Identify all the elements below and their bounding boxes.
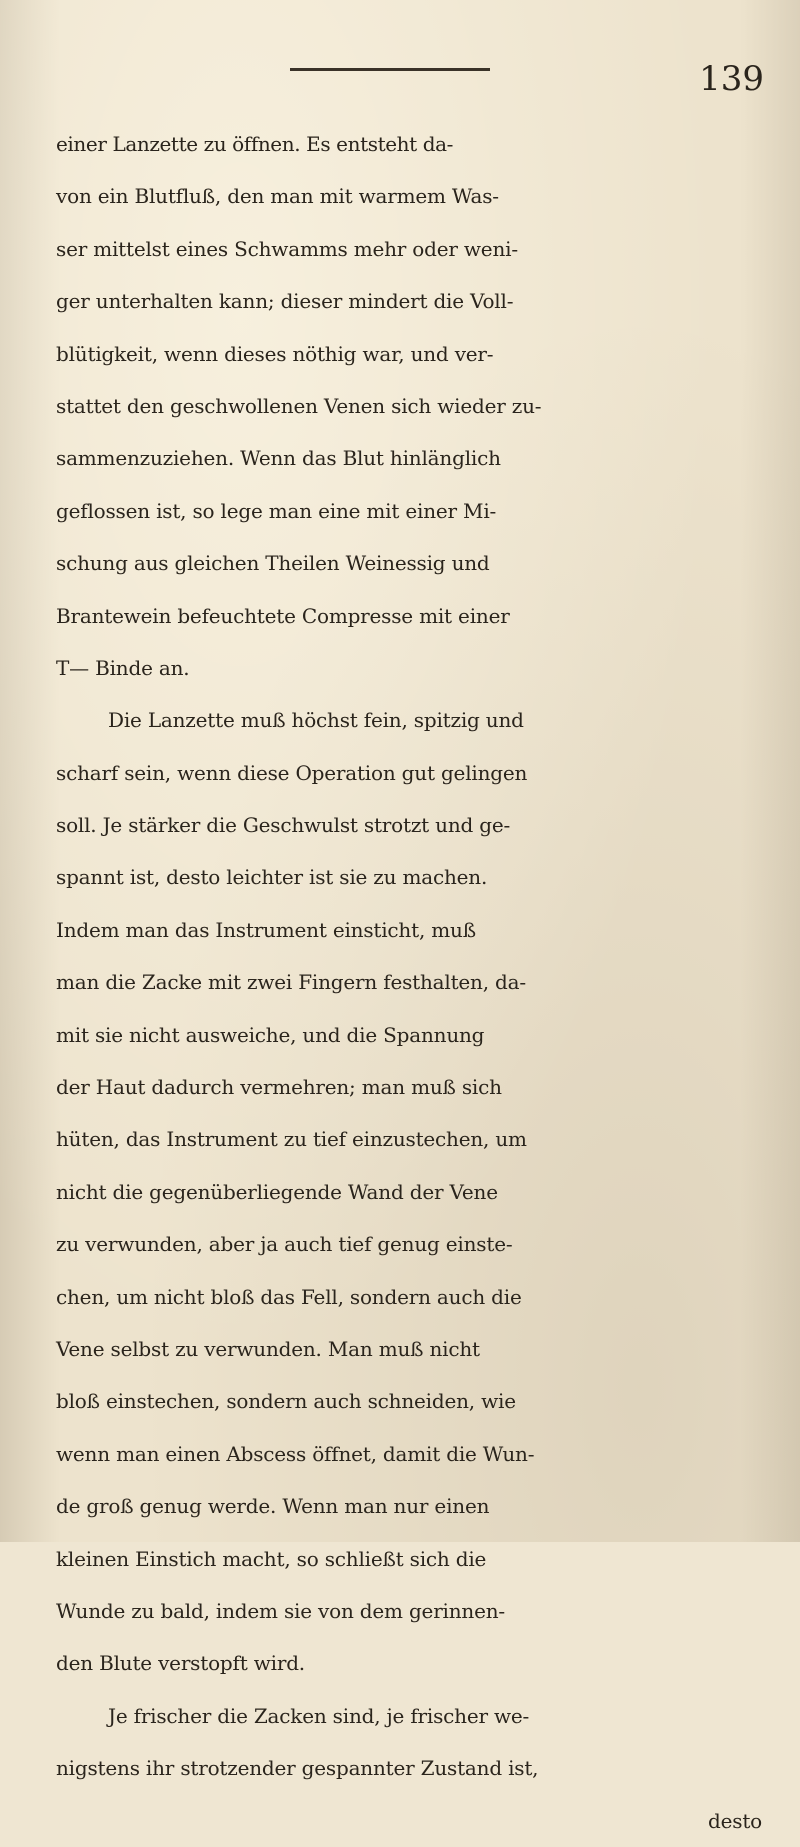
text-line: Brantewein befeuchtete Compresse mit einer	[56, 603, 510, 628]
text-line: spannt ist, desto leichter ist sie zu machen.	[56, 865, 488, 890]
text-line: Indem man das Instrument einsticht, muß	[56, 917, 476, 942]
text-line: einer Lanzette zu öffnen. Es entsteht da-	[56, 132, 453, 156]
text-line: Wunde zu bald, indem sie von dem gerinnen-	[56, 1598, 505, 1623]
text-line: sammenzuziehen. Wenn das Blut hinlänglich	[56, 446, 501, 471]
text-line: stattet den geschwollenen Venen sich wieder zu-	[56, 393, 542, 418]
text-line: ser mittelst eines Schwamms mehr oder weni-	[56, 236, 518, 261]
body-text	[56, 118, 766, 1847]
text-line: schung aus gleichen Theilen Weinessig und	[56, 551, 490, 576]
text-line: kleinen Einstich macht, so schließt sich die	[56, 1546, 487, 1571]
header-rule	[290, 68, 490, 71]
text-line: wenn man einen Abscess öffnet, damit die Wun-	[56, 1441, 535, 1466]
text-line: soll. Je stärker die Geschwulst strotzt und ge-	[56, 813, 511, 838]
text-line: ger unterhalten kann; dieser mindert die Voll-	[56, 289, 514, 314]
text-line: blütigkeit, wenn dieses nöthig war, und ver-	[56, 341, 494, 366]
text-line: zu verwunden, aber ja auch tief genug einste-	[56, 1232, 513, 1257]
text-line: mit sie nicht ausweiche, und die Spannung	[56, 1022, 485, 1047]
text-line: den Blute verstopft wird.	[56, 1651, 305, 1676]
paragraph-start-line: Die Lanzette muß höchst fein, spitzig und	[108, 708, 524, 733]
catchword: desto	[708, 1808, 762, 1833]
text-line: hüten, das Instrument zu tief einzustechen, um	[56, 1127, 527, 1152]
paragraph-start-line: Je frischer die Zacken sind, je frischer we-	[108, 1703, 530, 1728]
text-line: nigstens ihr strotzender gespannter Zustand ist,	[56, 1756, 539, 1781]
text-line: geflossen ist, so lege man eine mit einer Mi-	[56, 498, 497, 523]
text-line: von ein Blutfluß, den man mit warmem Was-	[56, 184, 499, 209]
text-line: T— Binde an.	[56, 655, 190, 680]
text-line: man die Zacke mit zwei Fingern festhalten, da-	[56, 970, 526, 995]
text-line: Vene selbst zu verwunden. Man muß nicht	[56, 1336, 480, 1361]
page-number: 139	[699, 59, 764, 99]
text-line: scharf sein, wenn diese Operation gut gelingen	[56, 760, 528, 785]
text-line: bloß einstechen, sondern auch schneiden, wie	[56, 1389, 516, 1414]
text-line: nicht die gegenüberliegende Wand der Vene	[56, 1179, 498, 1204]
text-line: der Haut dadurch vermehren; man muß sich	[56, 1075, 502, 1100]
text-line: chen, um nicht bloß das Fell, sondern auch die	[56, 1284, 522, 1309]
text-line: de groß genug werde. Wenn man nur einen	[56, 1494, 490, 1519]
